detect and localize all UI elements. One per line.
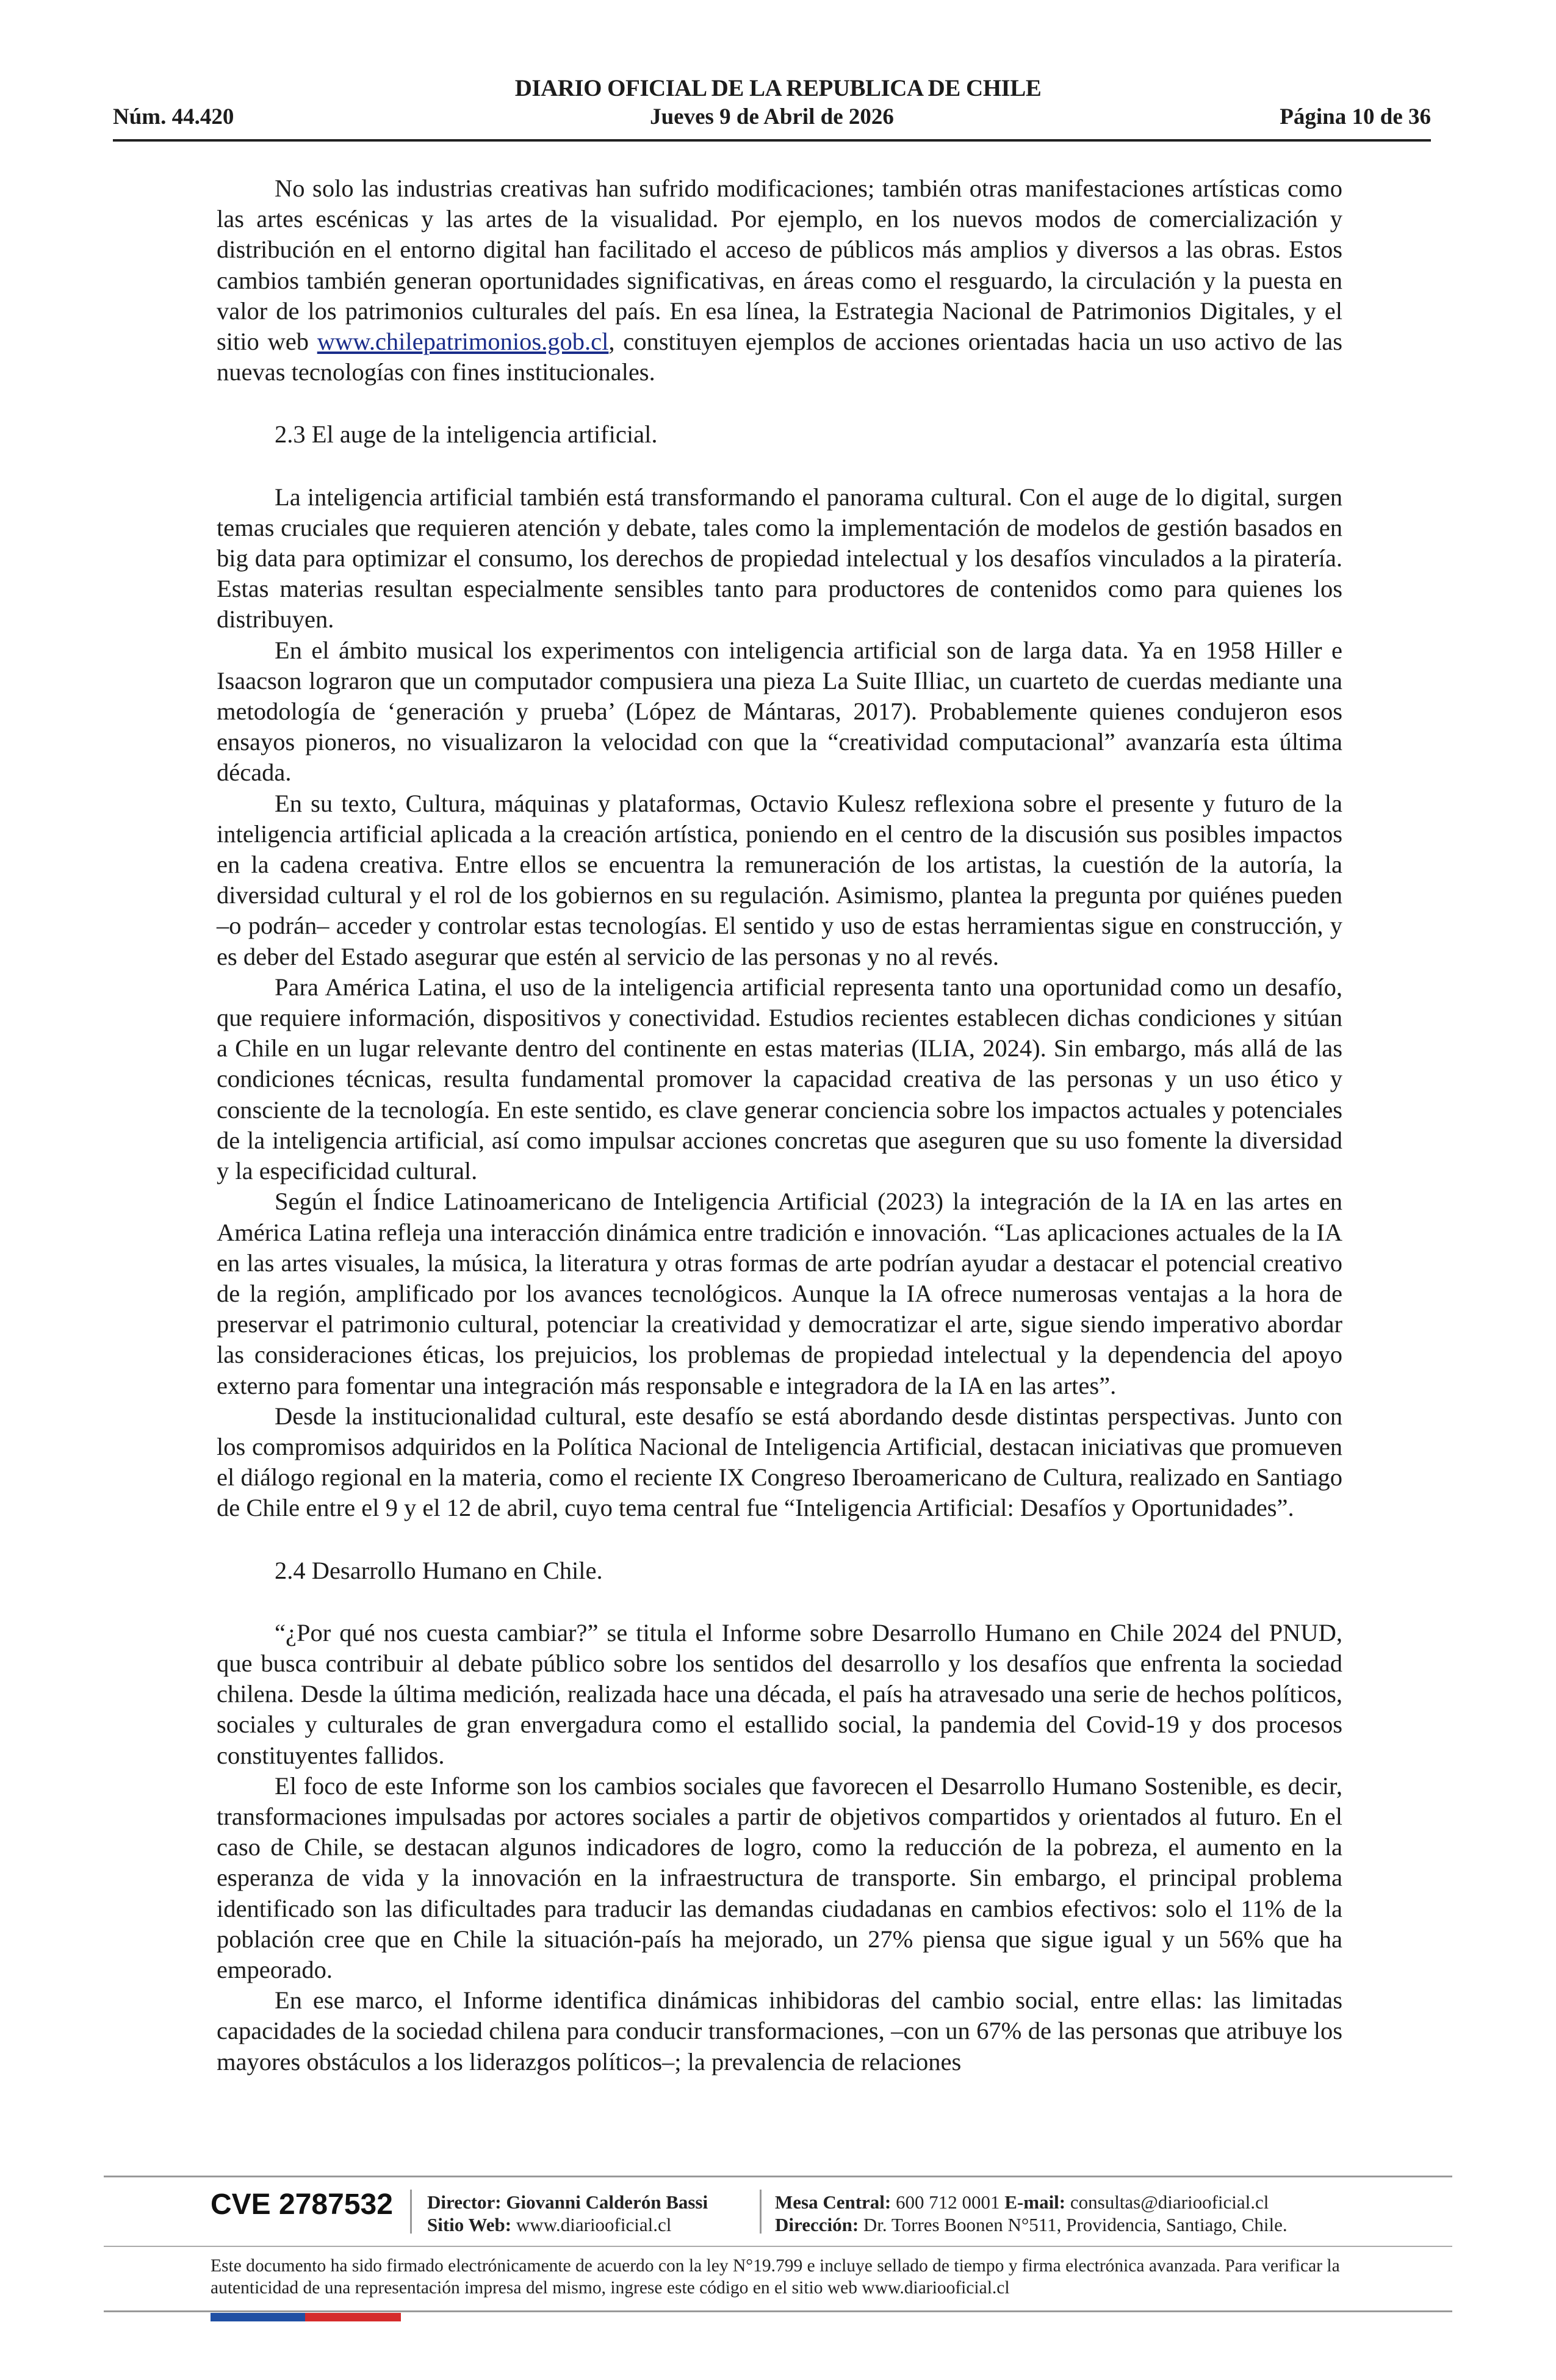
newspaper-title: DIARIO OFICIAL DE LA REPUBLICA DE CHILE	[514, 75, 1042, 101]
issue-date: Jueves 9 de Abril de 2026	[650, 104, 894, 129]
paragraph-text: No solo las industrias creativas han sufrido modificaciones; también otras manifestaciones artísticas como las artes escénicas y las artes de la visualidad. Por ejemplo, en los nuevos modos de comercialización y distribución en el entorno digital han facilitado el acceso de públicos más amplios y diversos a las obras. Estos cambios también generan oportunidades significativas, en áreas como el resguardo, la circulación y la puesta en valor de los patrimonios culturales del país. En esa línea, la Estrategia Nacional de Patrimonios Digitales, y el sitio web	[217, 175, 1342, 356]
footer-divider	[104, 2246, 1452, 2247]
legal-notice: Este documento ha sido firmado electrónicamente de acuerdo con la ley N°19.799 e incluye sellado de tiempo y firma electrónica avanzada. Para verificar la autenticidad de una representación impresa del mismo, ingrese este código en el sitio web www.diariooficial.cl	[211, 2256, 1340, 2298]
footer-director-block	[427, 2191, 708, 2236]
flag-stripe-blue	[211, 2313, 305, 2321]
paragraph: Desde la institucionalidad cultural, este desafío se está abordando desde distintas perspectivas. Junto con los compromisos adquiridos en la Política Nacional de Inteligencia Artificial, destacan iniciativas que promueven el diálogo regional en la materia, como el reciente IX Congreso Iberoamericano de Cultura, realizado en Santiago de Chile entre el 9 y el 12 de abril, cuyo tema central fue “Inteligencia Artificial: Desafíos y Oportunidades”.	[217, 1402, 1342, 1522]
direccion-value: Dr. Torres Boonen N°511, Providencia, Santiago, Chile.	[863, 2214, 1288, 2235]
paragraph: En el ámbito musical los experimentos con inteligencia artificial son de larga data. Ya en 1958 Hiller e Isaacson lograron que un computador compusiera una pieza La Suite Illiac, un cuarteto de cuerdas mediante una metodología de ‘generación y prueba’ (López de Mántaras, 2017). Probablemente quienes condujeron esos ensayos pioneros, no visualizaron la velocidad con que la “creatividad computacional” avanzaría esta última década.	[217, 636, 1342, 787]
paragraph: El foco de este Informe son los cambios sociales que favorecen el Desarrollo Humano Sostenible, es decir, transformaciones impulsadas por actores sociales a partir de objetivos compartidos y orientados al futuro. En el caso de Chile, se destacan algunos indicadores de logro, como la reducción de la pobreza, el aumento en la esperanza de vida y la innovación en la infraestructura de transporte. Sin embargo, el principal problema identificado son las dificultades para traducir las demandas ciudadanas en cambios efectivos: solo el 11% de la población cree que en Chile la situación-país ha mejorado, un 27% piensa que sigue igual y un 56% que ha empeorado.	[217, 1772, 1342, 1983]
footer-separator	[760, 2190, 762, 2234]
chilepatrimonios-link[interactable]: www.chilepatrimonios.gob.cl	[317, 328, 609, 356]
mesa-label: Mesa Central:	[775, 2191, 891, 2213]
paragraph: En su texto, Cultura, máquinas y plataformas, Octavio Kulesz reflexiona sobre el presente y futuro de la inteligencia artificial aplicada a la creación artística, poniendo en el centro de la discusión sus posibles impactos en la cadena creativa. Entre ellos se encuentra la remuneración de los artistas, la cuestión de la autoría, la diversidad cultural y el rol de los gobiernos en su regulación. Asimismo, plantea la pregunta por quiénes pueden –o podrán– acceder y controlar estas tecnologías. El sentido y uso de estas herramientas sigue en construcción, y es deber del Estado asegurar que estén al servicio de las personas y no al revés.	[217, 789, 1342, 970]
header-row	[113, 104, 1431, 134]
footer-separator	[410, 2190, 412, 2234]
paragraph: La inteligencia artificial también está transformando el panorama cultural. Con el auge de lo digital, surgen temas cruciales que requieren atención y debate, tales como la implementación de modelos de gestión basados en big data para optimizar el consumo, los derechos de propiedad intelectual y los desafíos vinculados a la piratería. Estas materias resultan especialmente sensibles tanto para productores de contenidos como para quienes los distribuyen.	[217, 483, 1342, 633]
cve-code: CVE 2787532	[211, 2188, 393, 2221]
flag-stripe-red	[305, 2313, 401, 2321]
paragraph-text: , constituyen ejemplos de acciones orientadas hacia un uso activo de las nuevas tecnologías con fines institucionales.	[217, 328, 1342, 386]
mesa-value: 600 712 0001	[896, 2191, 1000, 2213]
paragraph: En ese marco, el Informe identifica dinámicas inhibidoras del cambio social, entre ellas: las limitadas capacidades de la sociedad chilena para conducir transformaciones, –con un 67% de las personas que atribuye los mayores obstáculos a los liderazgos políticos–; la prevalencia de relaciones	[217, 1986, 1342, 2075]
email-label: E-mail:	[1004, 2191, 1066, 2213]
section-heading-2-4: 2.4 Desarrollo Humano en Chile.	[275, 1556, 603, 1584]
header-divider	[113, 139, 1431, 142]
paragraph: Según el Índice Latinoamericano de Inteligencia Artificial (2023) la integración de la IA en las artes en América Latina refleja una interacción dinámica entre tradición e innovación. “Las aplicaciones actuales de la IA en las artes visuales, la música, la literatura y otras formas de arte podrían ayudar a destacar el potencial creativo de la región, amplificado por los avances tecnológicos. Aunque la IA ofrece numerosas ventajas a la hora de preservar el patrimonio cultural, potenciar la creatividad y democratizar el arte, sigue siendo imperativo abordar las consideraciones éticas, los prejuicios, los problemas de propiedad intelectual y la dependencia del apoyo externo para fomentar una integración más responsable e integradora de la IA en las artes”.	[217, 1188, 1342, 1399]
footer-contact-block	[775, 2191, 1288, 2236]
website-value[interactable]: www.diariooficial.cl	[516, 2214, 672, 2235]
paragraph	[217, 173, 1342, 388]
paragraph: Para América Latina, el uso de la inteligencia artificial representa tanto una oportunidad como un desafío, que requiere información, dispositivos y conectividad. Estudios recientes establecen dichas condiciones y sitúan a Chile en un lugar relevante dentro del continente en estas materias (ILIA, 2024). Sin embargo, más allá de las condiciones técnicas, resulta fundamental promover la capacidad creativa de las personas y un uso ético y consciente de la tecnología. En este sentido, es clave generar conciencia sobre los impactos actuales y potenciales de la inteligencia artificial, así como impulsar acciones concretas que aseguren que su uso fomente la diversidad y la especificidad cultural.	[217, 973, 1342, 1185]
website-label: Sitio Web:	[427, 2214, 512, 2235]
section-heading-2-3: 2.3 El auge de la inteligencia artificial.	[275, 420, 658, 449]
director-label: Director:	[427, 2191, 502, 2213]
email-value[interactable]: consultas@diariooficial.cl	[1070, 2191, 1269, 2213]
issue-number: Núm. 44.420	[113, 104, 234, 129]
director-name: Giovanni Calderón Bassi	[506, 2191, 708, 2213]
footer-divider	[104, 2176, 1452, 2177]
paragraph: “¿Por qué nos cuesta cambiar?” se titula el Informe sobre Desarrollo Humano en Chile 2024 del PNUD, que busca contribuir al debate público sobre los sentidos del desarrollo y los desafíos que enfrenta la sociedad chilena. Desde la última medición, realizada hace una década, el país ha atravesado una serie de hechos políticos, sociales y culturales de gran envergadura como el estallido social, la pandemia del Covid-19 y dos procesos constituyentes fallidos.	[217, 1618, 1342, 1769]
direccion-label: Dirección:	[775, 2214, 859, 2235]
footer-divider	[104, 2310, 1452, 2312]
document-body	[217, 173, 1342, 2077]
page-number: Página 10 de 36	[1280, 104, 1431, 129]
